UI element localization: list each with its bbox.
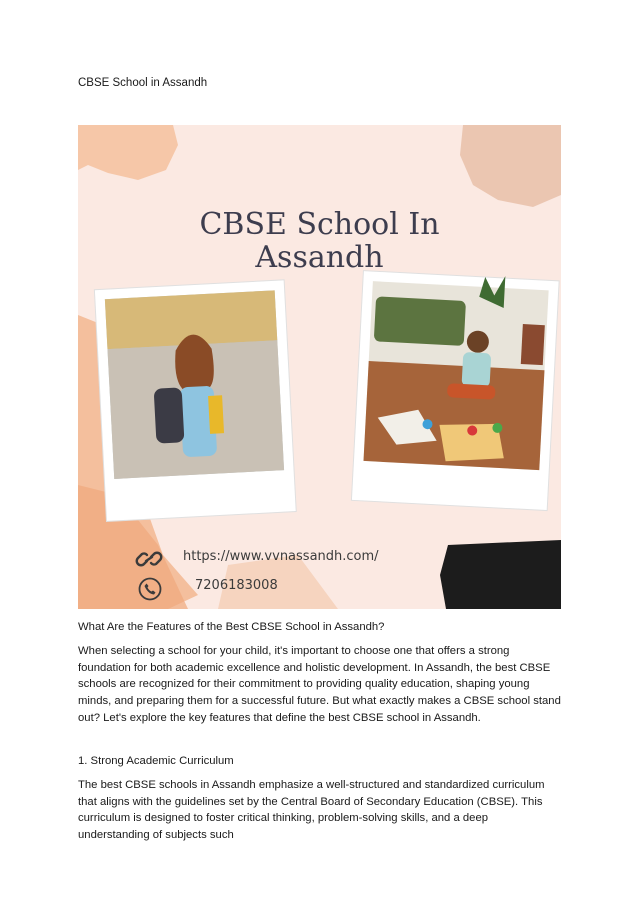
- section2-heading: 1. Strong Academic Curriculum: [78, 755, 234, 767]
- phone-icon: [138, 577, 162, 601]
- section1-paragraph: When selecting a school for your child, it's important to choose one that offers a strong foundation for both academic excellence and holistic development. In Assandh, the best CBSE schools are recognized for their commitment to providing quality education, shaping young minds, and preparing them for a successful future. But what exactly makes a CBSE school stand out? Let's explore the key features that define the best CBSE school in Assandh.: [78, 645, 561, 724]
- document-title: CBSE School in Assandh: [78, 77, 208, 89]
- banner-heading: [78, 208, 561, 274]
- banner-image: [78, 125, 561, 609]
- section2-paragraph: The best CBSE schools in Assandh emphasize a well-structured and standardized curriculum that aligns with the guidelines set by the Central Board of Secondary Education (CBSE). This curriculum is designed to foster critical thinking, problem-solving skills, and a deep understanding of subjects such: [78, 779, 545, 842]
- link-icon: [135, 548, 163, 570]
- section1-heading: What Are the Features of the Best CBSE School in Assandh?: [78, 621, 385, 633]
- banner-url: https://www.vvnassandh.com/: [183, 549, 379, 564]
- banner-heading-line1: CBSE School In: [199, 207, 440, 242]
- banner-phone: 7206183008: [195, 578, 278, 593]
- banner-artwork: [78, 125, 561, 609]
- banner-heading-line2: Assandh: [255, 240, 384, 275]
